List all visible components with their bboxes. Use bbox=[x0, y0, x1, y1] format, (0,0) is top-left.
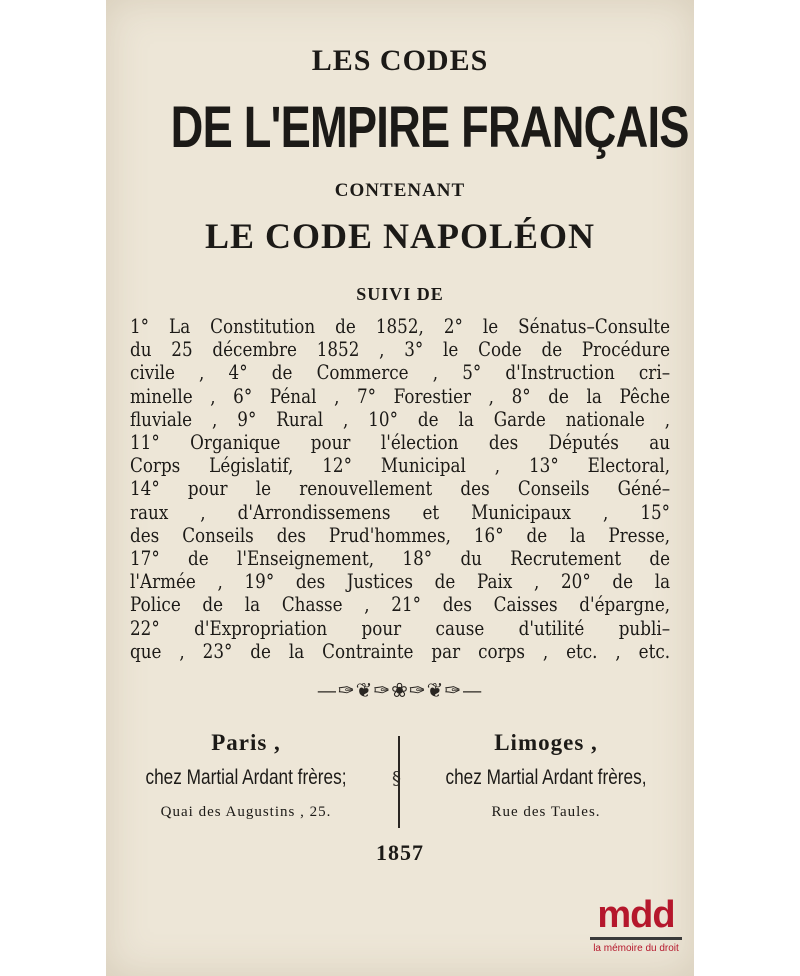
logo-bar bbox=[590, 937, 682, 940]
publisher-limoges bbox=[416, 730, 676, 821]
contents-line: minelle , 6° Pénal , 7° Forestier , 8° de la Pêche bbox=[130, 384, 671, 408]
publisher-city: Paris , bbox=[211, 730, 281, 755]
title-line-2: DE L'EMPIRE FRANÇAIS bbox=[170, 95, 689, 160]
divider-ornament-icon: § bbox=[392, 768, 401, 789]
publisher-address: Rue des Taules. bbox=[491, 804, 601, 820]
publisher-city: Limoges , bbox=[494, 730, 598, 755]
logo-mark: mdd bbox=[597, 894, 675, 936]
contents-line: 11° Organique pour l'élection des Députés au bbox=[130, 431, 671, 455]
contents-line: des Conseils des Prud'hommes, 16° de la Presse, bbox=[130, 523, 671, 547]
mdd-logo bbox=[586, 895, 686, 961]
publication-year: 1857 bbox=[376, 840, 424, 865]
contents-line: 1° La Constitution de 1852, 2° le Sénatus–Consulte bbox=[130, 315, 671, 338]
contents-paragraph bbox=[130, 315, 670, 663]
publisher-name: chez Martial Ardant frères; bbox=[145, 766, 347, 789]
logo-tagline: la mémoire du droit bbox=[593, 943, 679, 954]
title-line-3: CONTENANT bbox=[334, 180, 466, 201]
publisher-address: Quai des Augustins , 25. bbox=[160, 804, 332, 820]
contents-line: Corps Législatif, 12° Municipal , 13° Electoral, bbox=[130, 454, 671, 478]
contents-line: Police de la Chasse , 21° des Caisses d'épargne, bbox=[130, 593, 671, 617]
publisher-paris bbox=[116, 730, 376, 821]
ornament-divider: —✑❦✑❀✑❦✑— bbox=[316, 678, 484, 702]
contents-line: 17° de l'Enseignement, 18° du Recrutement de bbox=[130, 547, 671, 571]
publisher-name: chez Martial Ardant frères, bbox=[445, 766, 647, 789]
contents-line: l'Armée , 19° des Justices de Paix , 20° de la bbox=[130, 570, 671, 594]
title-line-4: LE CODE NAPOLÉON bbox=[204, 216, 596, 256]
contents-line: fluviale , 9° Rural , 10° de la Garde nationale , bbox=[130, 407, 671, 431]
title-page bbox=[106, 0, 694, 976]
contents-line: du 25 décembre 1852 , 3° le Code de Procédure bbox=[130, 338, 671, 362]
title-line-5: SUIVI DE bbox=[356, 284, 444, 304]
contents-line: raux , d'Arrondissemens et Municipaux , 15° bbox=[130, 500, 671, 524]
contents-line: 14° pour le renouvellement des Conseils Géné– bbox=[130, 477, 671, 501]
title-line-1: LES CODES bbox=[311, 44, 489, 77]
contents-line: que , 23° de la Contrainte par corps , etc. , etc. bbox=[130, 639, 671, 663]
contents-line: civile , 4° de Commerce , 5° d'Instruction cri– bbox=[130, 361, 671, 385]
contents-line: 22° d'Expropriation pour cause d'utilité publi– bbox=[130, 616, 671, 640]
